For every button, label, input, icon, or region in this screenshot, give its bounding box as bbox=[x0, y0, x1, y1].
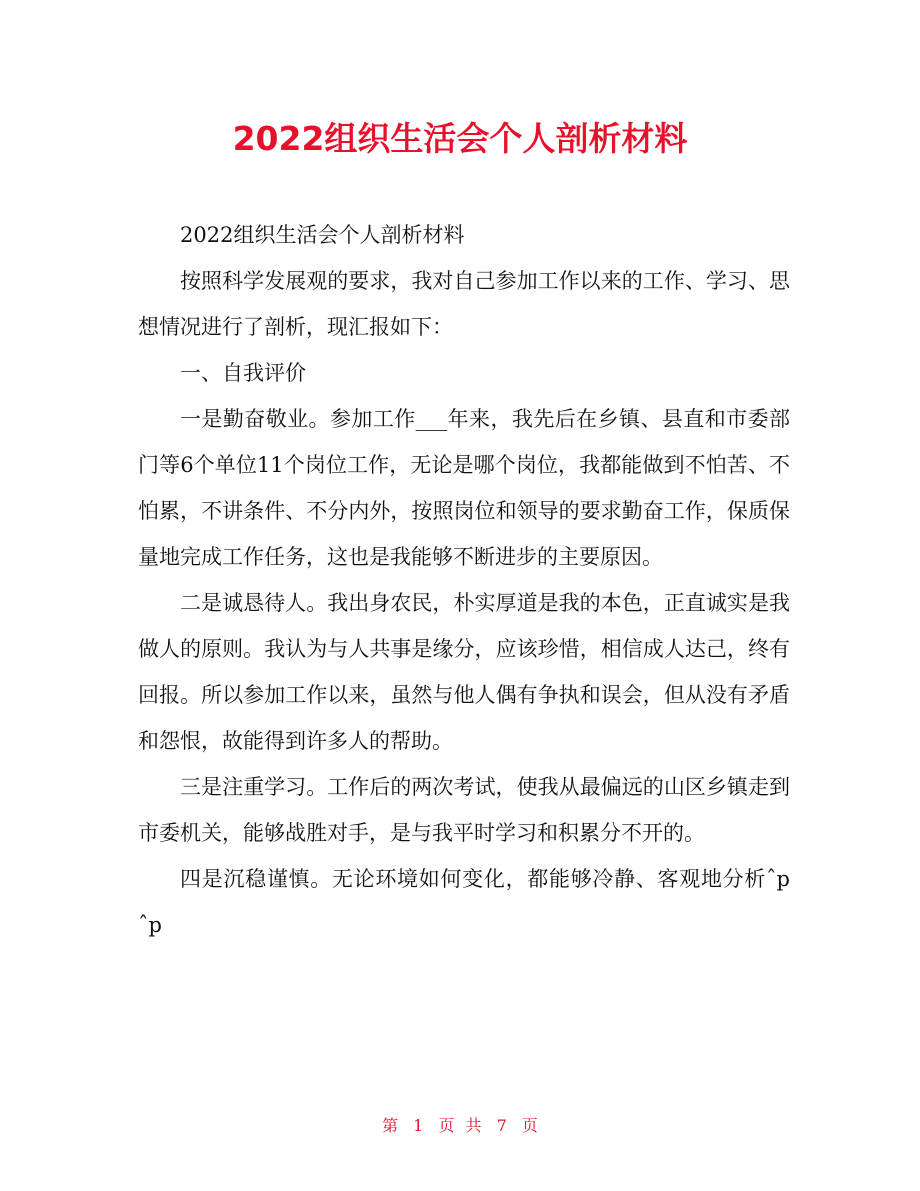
paragraph-study: 三是注重学习。工作后的两次考试，使我从最偏远的山区乡镇走到市委机关，能够战胜对手，是与我平时学习和积累分不开的。 bbox=[138, 775, 790, 845]
page-footer bbox=[0, 1112, 920, 1140]
document-body bbox=[138, 212, 832, 948]
paragraph-sincerity: 二是诚恳待人。我出身农民，朴实厚道是我的本色，正直诚实是我做人的原则。我认为与人共事是缘分，应该珍惜，相信成人达己，终有回报。所以参加工作以来，虽然与他人偶有争执和误会，但从没有矛盾和怨恨，故能得到许多人的帮助。 bbox=[138, 591, 790, 753]
paragraph-subtitle: 2022组织生活会个人剖析材料 bbox=[180, 223, 465, 247]
footer-mid: 页 共 bbox=[438, 1116, 482, 1135]
footer-suffix: 页 bbox=[521, 1116, 538, 1135]
footer-prefix: 第 bbox=[382, 1116, 399, 1135]
document-title: 2022组织生活会个人剖析材料 bbox=[232, 119, 688, 158]
section-heading-self-evaluation: 一、自我评价 bbox=[180, 361, 306, 385]
footer-page-number: 1 bbox=[413, 1116, 424, 1135]
paragraph-diligence: 一是勤奋敬业。参加工作___年来，我先后在乡镇、县直和市委部门等6个单位11个岗位工作，无论是哪个岗位，我都能做到不怕苦、不怕累，不讲条件、不分内外，按照岗位和领导的要求勤奋工作，保质保量地完成工作任务，这也是我能够不断进步的主要原因。 bbox=[138, 407, 790, 569]
paragraph-prudence: 四是沉稳谨慎。无论环境如何变化，都能够冷静、客观地分析ˆp ˆp bbox=[138, 867, 832, 937]
footer-total-pages: 7 bbox=[496, 1116, 507, 1135]
paragraph-intro: 按照科学发展观的要求，我对自己参加工作以来的工作、学习、思想情况进行了剖析，现汇报如下： bbox=[138, 269, 790, 339]
